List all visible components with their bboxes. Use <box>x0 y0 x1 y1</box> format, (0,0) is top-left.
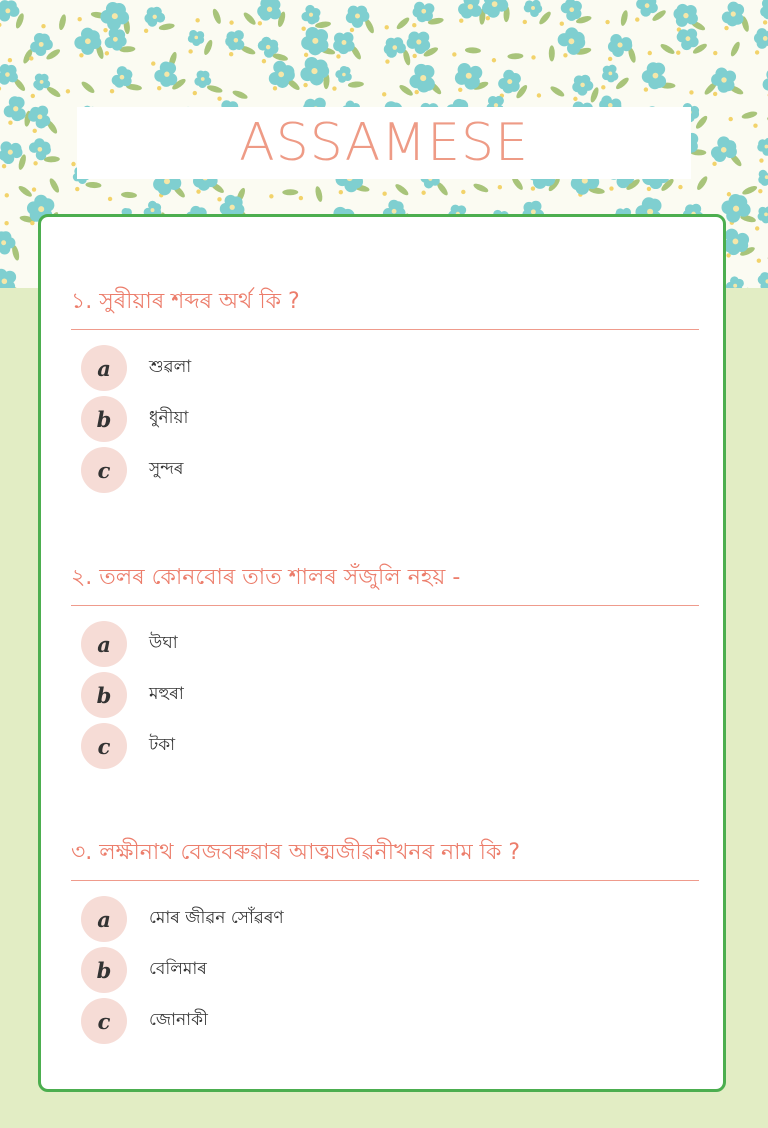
star-icon <box>299 196 303 200</box>
star-icon <box>31 94 35 98</box>
flower-icon <box>409 64 434 93</box>
option-b[interactable] <box>71 396 699 442</box>
question-3 <box>71 838 699 1049</box>
leaf-icon <box>395 16 411 31</box>
star-icon <box>350 28 354 32</box>
star-icon <box>459 19 463 23</box>
flower-icon <box>602 65 618 83</box>
star-icon <box>77 17 81 21</box>
options-list <box>71 621 699 769</box>
star-icon <box>755 226 759 230</box>
star-icon <box>461 190 465 194</box>
star-icon <box>644 87 648 91</box>
leaf-icon <box>44 156 60 163</box>
star-icon <box>601 85 605 89</box>
star-icon <box>492 58 496 62</box>
options-list <box>71 345 699 493</box>
leaf-icon <box>48 177 61 194</box>
option-text: সুন্দৰ <box>149 459 184 479</box>
leaf-icon <box>465 47 481 54</box>
star-icon <box>79 53 83 57</box>
star-icon <box>758 189 762 193</box>
leaf-icon <box>348 81 364 88</box>
leaf-icon <box>206 84 223 94</box>
leaf-icon <box>58 14 67 31</box>
flower-icon <box>301 27 328 55</box>
star-icon <box>676 51 680 55</box>
question-1 <box>71 287 699 498</box>
star-icon <box>188 49 192 53</box>
star-icon <box>5 193 9 197</box>
flower-icon <box>711 67 736 92</box>
option-c[interactable] <box>71 723 699 769</box>
flower-icon <box>524 0 542 17</box>
leaf-icon <box>695 175 709 192</box>
star-icon <box>727 192 731 196</box>
star-icon <box>29 56 33 60</box>
star-icon <box>0 86 1 90</box>
star-icon <box>195 18 199 22</box>
option-b[interactable] <box>71 672 699 718</box>
star-icon <box>486 16 490 20</box>
leaf-icon <box>314 186 323 203</box>
flower-icon <box>760 0 768 19</box>
leaf-icon <box>282 189 298 195</box>
star-icon <box>301 27 305 31</box>
star-icon <box>110 89 114 93</box>
star-icon <box>71 162 75 166</box>
option-text: মোৰ জীৱন সোঁৱৰণ <box>149 908 284 928</box>
flower-icon <box>726 276 744 288</box>
option-letter-badge: b <box>81 396 127 442</box>
star-icon <box>609 186 613 190</box>
star-icon <box>689 90 693 94</box>
star-icon <box>759 158 763 162</box>
leaf-icon <box>741 110 758 120</box>
flower-icon <box>458 0 482 18</box>
star-icon <box>193 91 197 95</box>
star-icon <box>757 259 761 263</box>
star-icon <box>33 161 37 165</box>
star-icon <box>712 162 716 166</box>
star-icon <box>66 89 70 93</box>
leaf-icon <box>549 45 555 61</box>
star-icon <box>217 96 221 100</box>
star-icon <box>303 83 307 87</box>
star-icon <box>332 86 336 90</box>
flower-icon <box>758 206 768 223</box>
star-icon <box>498 185 502 189</box>
flower-icon <box>636 0 658 17</box>
title-banner <box>77 107 691 179</box>
star-icon <box>678 185 682 189</box>
star-icon <box>30 221 34 225</box>
star-icon <box>452 52 456 56</box>
star-icon <box>108 197 112 201</box>
leaf-icon <box>85 181 101 188</box>
star-icon <box>8 58 12 62</box>
leaf-icon <box>211 8 222 25</box>
leaf-icon <box>472 182 489 194</box>
star-icon <box>537 93 541 97</box>
leaf-icon <box>80 80 96 95</box>
flower-icon <box>561 0 582 21</box>
star-icon <box>258 21 262 25</box>
option-letter-badge: b <box>81 947 127 993</box>
star-icon <box>382 92 386 96</box>
leaf-icon <box>202 39 214 56</box>
option-letter-badge: a <box>81 896 127 942</box>
flower-icon <box>0 141 22 164</box>
star-icon <box>647 187 651 191</box>
star-icon <box>304 53 308 57</box>
leaf-icon <box>17 184 33 198</box>
star-icon <box>421 191 425 195</box>
star-icon <box>729 117 733 121</box>
leaf-icon <box>507 53 523 60</box>
flower-icon <box>642 62 666 89</box>
leaf-icon <box>121 191 137 198</box>
question-2 <box>71 563 699 774</box>
star-icon <box>605 20 609 24</box>
star-icon <box>415 90 419 94</box>
star-icon <box>385 25 389 29</box>
flower-icon <box>335 66 351 83</box>
star-icon <box>229 52 233 56</box>
leaf-icon <box>620 10 629 27</box>
flower-icon <box>758 272 768 288</box>
flower-icon <box>384 37 406 58</box>
star-icon <box>755 50 759 54</box>
flower-icon <box>722 2 744 27</box>
flower-icon <box>301 5 320 25</box>
star-icon <box>8 121 12 125</box>
options-list <box>71 896 699 1044</box>
option-letter-badge: a <box>81 345 127 391</box>
star-icon <box>763 20 767 24</box>
flower-icon <box>225 30 244 50</box>
star-icon <box>41 24 45 28</box>
question-text: ৩. লক্ষীনাথ বেজবৰুৱাৰ আত্মজীৱনীখনৰ নাম কি ? <box>71 838 699 881</box>
option-a[interactable] <box>71 345 699 391</box>
option-text: শুৱলা <box>149 357 192 377</box>
option-text: ধুনীয়া <box>149 408 189 428</box>
star-icon <box>144 29 148 33</box>
leaf-icon <box>232 89 249 101</box>
star-icon <box>75 187 79 191</box>
star-icon <box>2 164 6 168</box>
star-icon <box>151 61 155 65</box>
flower-icon <box>154 62 177 87</box>
flower-icon <box>0 269 16 288</box>
option-text: উঘা <box>149 633 178 653</box>
option-letter-badge: c <box>81 998 127 1044</box>
question-text: ১. সুৰীয়াৰ শব্দৰ অৰ্থ কি ? <box>71 287 699 330</box>
flower-icon <box>413 2 435 22</box>
star-icon <box>4 221 8 225</box>
star-icon <box>648 51 652 55</box>
option-text: মহুৰা <box>149 684 184 704</box>
flower-icon <box>30 33 53 56</box>
page-title: ASSAMESE <box>239 113 529 173</box>
flower-icon <box>112 66 133 88</box>
flower-icon <box>754 28 768 49</box>
flower-icon <box>498 70 521 94</box>
leaf-icon <box>394 182 410 197</box>
option-a[interactable] <box>71 621 699 667</box>
flower-icon <box>677 28 699 50</box>
option-b[interactable] <box>71 947 699 993</box>
flower-icon <box>4 96 26 121</box>
flower-icon <box>763 69 768 94</box>
flower-icon <box>572 75 593 96</box>
star-icon <box>560 21 564 25</box>
star-icon <box>531 55 535 59</box>
question-text: ২. তলৰ কোনবোৰ তাত শালৰ সঁজুলি নহয় - <box>71 563 699 606</box>
quiz-card <box>38 214 726 1092</box>
leaf-icon <box>242 11 257 27</box>
flower-icon <box>194 70 211 88</box>
flower-icon <box>673 4 697 27</box>
option-c[interactable] <box>71 447 699 493</box>
star-icon <box>753 123 757 127</box>
star-icon <box>339 190 343 194</box>
leaf-icon <box>741 184 758 196</box>
star-icon <box>385 59 389 63</box>
star-icon <box>269 194 273 198</box>
flower-icon <box>757 138 768 156</box>
flower-icon <box>0 0 19 21</box>
flower-icon <box>0 64 18 85</box>
star-icon <box>412 23 416 27</box>
star-icon <box>336 54 340 58</box>
star-icon <box>273 86 277 90</box>
star-icon <box>32 187 36 191</box>
option-letter-badge: c <box>81 447 127 493</box>
star-icon <box>229 20 233 24</box>
flower-icon <box>257 0 281 21</box>
option-text: টকা <box>149 735 176 755</box>
option-letter-badge: c <box>81 723 127 769</box>
star-icon <box>157 86 161 90</box>
star-icon <box>196 189 200 193</box>
star-icon <box>531 186 535 190</box>
option-text: বেলিমাৰ <box>149 959 207 979</box>
leaf-icon <box>549 85 566 99</box>
star-icon <box>0 23 2 27</box>
star-icon <box>563 53 567 57</box>
flower-icon <box>333 32 354 54</box>
star-icon <box>713 92 717 96</box>
option-letter-badge: a <box>81 621 127 667</box>
leaf-icon <box>158 22 175 31</box>
flower-icon <box>407 32 431 54</box>
star-icon <box>105 51 109 55</box>
flower-icon <box>758 170 768 186</box>
star-icon <box>523 20 527 24</box>
option-a[interactable] <box>71 896 699 942</box>
flower-icon <box>188 30 204 46</box>
flower-icon <box>455 63 482 90</box>
option-text: জোনাকী <box>149 1010 208 1030</box>
leaf-icon <box>659 42 676 56</box>
star-icon <box>635 17 639 21</box>
star-icon <box>103 28 107 32</box>
option-letter-badge: b <box>81 672 127 718</box>
star-icon <box>382 192 386 196</box>
flower-icon <box>28 106 50 129</box>
leaf-icon <box>729 41 741 58</box>
flower-icon <box>144 7 165 27</box>
star-icon <box>724 26 728 30</box>
star-icon <box>713 51 717 55</box>
star-icon <box>412 54 416 58</box>
star-icon <box>608 57 612 61</box>
option-c[interactable] <box>71 998 699 1044</box>
star-icon <box>217 197 221 201</box>
star-icon <box>262 59 266 63</box>
star-icon <box>33 129 37 133</box>
star-icon <box>458 88 462 92</box>
star-icon <box>573 97 577 101</box>
